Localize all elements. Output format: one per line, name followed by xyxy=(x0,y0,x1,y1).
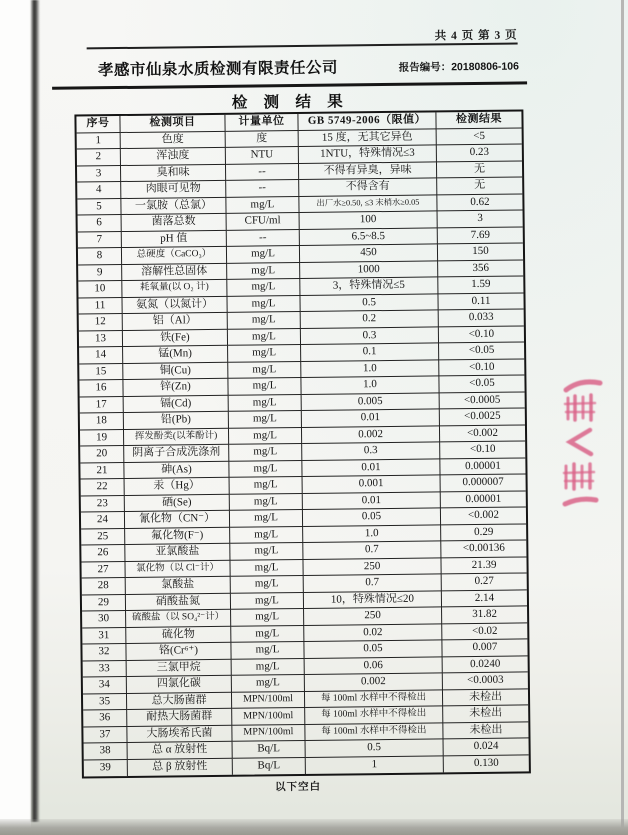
limit-cell: 不得有异臭，异味 xyxy=(299,162,437,180)
limit-cell: 0.7 xyxy=(304,574,442,592)
limit-cell: 3，特殊情况≤5 xyxy=(300,277,438,295)
row-seq-cell: 1 xyxy=(77,133,121,150)
result-cell: 0.007 xyxy=(442,639,527,656)
unit-cell: mg/L xyxy=(231,642,304,659)
row-seq-cell: 25 xyxy=(81,528,125,545)
row-seq-cell: 19 xyxy=(80,429,124,446)
limit-cell: 0.005 xyxy=(302,393,440,411)
item-cell: 氰化物（CN⁻） xyxy=(125,511,230,529)
unit-cell: mg/L xyxy=(232,658,305,675)
unit-cell: mg/L xyxy=(227,262,300,279)
limit-cell: 1.0 xyxy=(303,525,441,543)
unit-cell: mg/L xyxy=(231,576,304,593)
result-cell: 0.130 xyxy=(473,757,499,770)
company-name: 孝感市仙泉水质检测有限责任公司 xyxy=(97,59,339,80)
item-cell: 挥发酚类(以苯酚计) xyxy=(124,428,229,446)
unit-cell: mg/L xyxy=(227,295,300,312)
report-number xyxy=(366,58,519,75)
unit-cell: 度 xyxy=(226,130,299,147)
row-seq-cell: 18 xyxy=(80,413,124,430)
limit-cell: 0.002 xyxy=(302,426,440,444)
item-cell: pH 值 xyxy=(122,230,227,248)
row-seq-cell: 9 xyxy=(78,265,122,282)
item-cell: 臭和味 xyxy=(121,164,226,182)
unit-cell: CFU/ml xyxy=(227,213,300,230)
result-cell: 0.00001 xyxy=(441,491,526,508)
unit-cell: mg/L xyxy=(230,477,303,494)
row-seq-cell: 31 xyxy=(82,627,126,644)
result-cell: <5 xyxy=(437,128,522,145)
result-cell: <0.002 xyxy=(440,425,525,442)
row-seq-cell: 34 xyxy=(83,677,127,694)
result-cell: <0.0025 xyxy=(440,408,525,425)
limit-cell: 250 xyxy=(304,607,442,625)
item-cell: 铅(Pb) xyxy=(124,412,229,430)
limit-cell: 100 xyxy=(300,211,438,229)
item-cell: 硒(Se) xyxy=(125,494,230,512)
item-cell: 硝酸盐氮 xyxy=(126,593,231,611)
item-cell: 氟化物(F⁻) xyxy=(125,527,230,545)
row-seq-cell: 6 xyxy=(78,215,122,232)
result-cell: 0.29 xyxy=(441,524,526,541)
unit-cell: mg/L xyxy=(231,592,304,609)
result-cell: 0.23 xyxy=(437,144,522,161)
row-seq-cell: 29 xyxy=(82,594,126,611)
limit-cell: 1 xyxy=(306,756,444,774)
result-cell: <0.05 xyxy=(439,342,524,359)
unit-cell: mg/L xyxy=(228,312,301,329)
row-seq-cell: 16 xyxy=(79,380,123,397)
result-cell: <0.05 xyxy=(439,375,524,392)
limit-cell: 15 度，无其它异色 xyxy=(299,129,437,147)
limit-cell: 0.7 xyxy=(303,541,441,559)
item-cell: 阴离子合成洗涤剂 xyxy=(124,445,229,463)
item-cell: 色度 xyxy=(121,131,226,149)
row-seq-cell: 35 xyxy=(83,693,127,710)
result-cell: 0.27 xyxy=(442,573,527,590)
result-cell: <0.0003 xyxy=(443,672,528,689)
result-cell: <0.0005 xyxy=(440,392,525,409)
item-cell: 肉眼可见物 xyxy=(121,181,226,199)
unit-cell: -- xyxy=(227,229,300,246)
result-cell: 3 xyxy=(438,210,523,227)
results-table xyxy=(74,109,531,778)
unit-cell: mg/L xyxy=(231,609,304,626)
result-cell: <0.02 xyxy=(442,623,527,640)
limit-cell: 0.02 xyxy=(304,624,442,642)
end-of-content-note: 以下空白 xyxy=(274,781,322,794)
unit-cell: MPN/100ml xyxy=(232,691,305,708)
limit-cell: 10，特殊情况≤20 xyxy=(304,591,442,609)
row-seq-cell: 8 xyxy=(78,248,122,265)
result-cell: 0.62 xyxy=(437,194,522,211)
row-seq-cell: 2 xyxy=(77,149,121,166)
limit-cell: 每 100ml 水样中不得检出 xyxy=(305,706,443,724)
result-cell: 0.033 xyxy=(439,309,524,326)
page-title: 检 测 结 果 xyxy=(231,93,349,112)
result-cell: 1.59 xyxy=(438,276,523,293)
result-cell: 150 xyxy=(438,243,523,260)
unit-cell: mg/L xyxy=(230,543,303,560)
item-cell: 耗氧量(以 O₂ 计) xyxy=(122,280,227,298)
header-cell: 检测结果 xyxy=(436,111,521,128)
unit-cell: mg/L xyxy=(229,394,302,411)
item-cell: 硫酸盐（以 SO₄²⁻计） xyxy=(126,610,231,628)
result-cell: 未检出 xyxy=(443,705,528,722)
item-cell: 总 β 放射性 xyxy=(128,758,233,776)
row-seq-cell: 37 xyxy=(83,726,127,743)
item-cell: 大肠埃希氏菌 xyxy=(127,725,232,743)
limit-cell: 0.01 xyxy=(302,409,440,427)
limit-cell: 250 xyxy=(303,558,441,576)
result-cell: 未检出 xyxy=(443,689,528,706)
limit-cell: 0.002 xyxy=(305,673,443,691)
unit-cell: mg/L xyxy=(231,625,304,642)
header-cell: GB 5749-2006（限值） xyxy=(298,112,436,130)
unit-cell: Bq/L xyxy=(233,757,306,774)
unit-cell: mg/L xyxy=(229,460,302,477)
result-cell: 31.82 xyxy=(442,606,527,623)
result-cell: <0.10 xyxy=(440,441,525,458)
unit-cell: mg/L xyxy=(227,279,300,296)
result-cell: 2.14 xyxy=(442,590,527,607)
header-cell: 序号 xyxy=(76,116,120,133)
item-cell: 一氯胺（总氯） xyxy=(121,197,226,215)
unit-cell: mg/L xyxy=(228,378,301,395)
result-cell: <0.00136 xyxy=(441,540,526,557)
result-cell: 7.69 xyxy=(438,227,523,244)
row-seq-cell: 13 xyxy=(79,331,123,348)
page-number: 共 4 页 第 3 页 xyxy=(434,29,518,43)
item-cell: 溶解性总固体 xyxy=(122,263,227,281)
item-cell: 铜(Cu) xyxy=(123,362,228,380)
result-cell: 0.000007 xyxy=(441,474,526,491)
item-cell: 氨氮（以氮计） xyxy=(122,296,227,314)
row-seq-cell: 27 xyxy=(81,561,125,578)
result-cell: 未检出 xyxy=(443,722,528,739)
row-seq-cell: 15 xyxy=(79,364,123,381)
limit-cell: 0.5 xyxy=(306,739,444,757)
result-cell: <0.10 xyxy=(439,359,524,376)
row-seq-cell: 5 xyxy=(77,199,121,216)
result-cell: 0.0240 xyxy=(443,656,528,673)
result-cell: <0.10 xyxy=(439,326,524,343)
limit-cell: 0.01 xyxy=(303,492,441,510)
row-seq-cell: 30 xyxy=(82,611,126,628)
row-seq-cell: 22 xyxy=(81,479,125,496)
unit-cell: mg/L xyxy=(226,196,299,213)
limit-cell: 出厂水≥0.50, ≤3 末梢水≥0.05 xyxy=(299,195,437,213)
row-seq-cell: 7 xyxy=(78,232,122,249)
report-number-value: 20180806-106 xyxy=(451,60,519,74)
limit-cell: 0.05 xyxy=(304,640,442,658)
header-cell: 检测项目 xyxy=(120,115,225,133)
result-cell: 21.39 xyxy=(441,557,526,574)
item-cell: 锌(Zn) xyxy=(123,379,228,397)
limit-cell: 0.3 xyxy=(301,327,439,345)
result-cell: 0.00001 xyxy=(440,458,525,475)
unit-cell: mg/L xyxy=(229,444,302,461)
row-seq-cell: 21 xyxy=(80,462,124,479)
result-cell: <0.002 xyxy=(441,507,526,524)
row-seq-cell: 14 xyxy=(79,347,123,364)
item-cell: 氯酸盐 xyxy=(126,577,231,595)
limit-cell: 0.06 xyxy=(305,657,443,675)
row-seq-cell: 24 xyxy=(81,512,125,529)
unit-cell: mg/L xyxy=(229,427,302,444)
limit-cell: 6.5~8.5 xyxy=(300,228,438,246)
row-seq-cell: 17 xyxy=(80,396,124,413)
unit-cell: mg/L xyxy=(228,345,301,362)
item-cell: 汞（Hg） xyxy=(125,478,230,496)
row-seq-cell: 32 xyxy=(82,644,126,661)
item-cell: 耐热大肠菌群 xyxy=(127,709,232,727)
row-seq-cell: 26 xyxy=(81,545,125,562)
limit-cell: 0.01 xyxy=(302,459,440,477)
item-cell: 总 α 放射性 xyxy=(128,742,233,760)
row-seq-cell: 20 xyxy=(80,446,124,463)
unit-cell: mg/L xyxy=(227,246,300,263)
unit-cell: NTU xyxy=(226,147,299,164)
row-seq-cell: 38 xyxy=(84,743,128,760)
row-seq-cell: 36 xyxy=(83,710,127,727)
unit-cell: mg/L xyxy=(228,361,301,378)
limit-cell: 每 100ml 水样中不得检出 xyxy=(305,723,443,741)
limit-cell: 0.001 xyxy=(303,475,441,493)
item-cell: 亚氯酸盐 xyxy=(125,544,230,562)
unit-cell: Bq/L xyxy=(233,741,306,758)
result-cell: 0.11 xyxy=(438,293,523,310)
row-seq-cell: 4 xyxy=(77,182,121,199)
unit-cell: mg/L xyxy=(230,493,303,510)
result-cell: 356 xyxy=(438,260,523,277)
result-cell: 0.024 xyxy=(444,738,529,755)
unit-cell: mg/L xyxy=(230,559,303,576)
limit-cell: 1.0 xyxy=(301,360,439,378)
row-seq-cell: 10 xyxy=(78,281,122,298)
limit-cell: 1.0 xyxy=(301,376,439,394)
limit-cell: 0.05 xyxy=(303,508,441,526)
item-cell: 镉(Cd) xyxy=(124,395,229,413)
item-cell: 铝（Al） xyxy=(123,313,228,331)
limit-cell: 0.1 xyxy=(301,343,439,361)
item-cell: 硫化物 xyxy=(126,626,231,644)
limit-cell: 不得含有 xyxy=(299,178,437,196)
limit-cell: 450 xyxy=(300,244,438,262)
item-cell: 四氯化碳 xyxy=(127,676,232,694)
unit-cell: -- xyxy=(226,180,299,197)
item-cell: 菌落总数 xyxy=(122,214,227,232)
report-number-label: 报告编号： xyxy=(398,61,452,74)
limit-cell: 1NTU，特殊情况≤3 xyxy=(299,145,437,163)
item-cell: 砷(As) xyxy=(124,461,229,479)
header-cell: 计量单位 xyxy=(225,114,298,131)
limit-cell: 0.2 xyxy=(301,310,439,328)
row-seq-cell: 39 xyxy=(84,759,128,776)
row-seq-cell: 12 xyxy=(79,314,123,331)
item-cell: 锰(Mn) xyxy=(123,346,228,364)
item-cell: 浑浊度 xyxy=(121,148,226,166)
item-cell: 总硬度（CaCO₃） xyxy=(122,247,227,265)
row-seq-cell: 28 xyxy=(82,578,126,595)
result-cell: 无 xyxy=(437,177,522,194)
item-cell: 三氯甲烷 xyxy=(127,659,232,677)
unit-cell: MPN/100ml xyxy=(232,724,305,741)
limit-cell: 0.3 xyxy=(302,442,440,460)
item-cell: 总大肠菌群 xyxy=(127,692,232,710)
limit-cell: 0.5 xyxy=(300,294,438,312)
limit-cell: 每 100ml 水样中不得检出 xyxy=(305,690,443,708)
unit-cell: -- xyxy=(226,163,299,180)
item-cell: 铬(Cr⁶⁺) xyxy=(126,643,231,661)
result-cell: 无 xyxy=(437,161,522,178)
unit-cell: mg/L xyxy=(230,526,303,543)
item-cell: 氯化物（以 Cl⁻计） xyxy=(125,560,230,578)
row-seq-cell: 23 xyxy=(81,495,125,512)
limit-cell: 1000 xyxy=(300,261,438,279)
row-seq-cell: 33 xyxy=(83,660,127,677)
unit-cell: MPN/100ml xyxy=(232,708,305,725)
item-cell: 铁(Fe) xyxy=(123,329,228,347)
row-seq-cell: 3 xyxy=(77,166,121,183)
unit-cell: mg/L xyxy=(229,411,302,428)
unit-cell: mg/L xyxy=(230,510,303,527)
row-seq-cell: 11 xyxy=(78,298,122,315)
unit-cell: mg/L xyxy=(228,328,301,345)
unit-cell: mg/L xyxy=(232,675,305,692)
